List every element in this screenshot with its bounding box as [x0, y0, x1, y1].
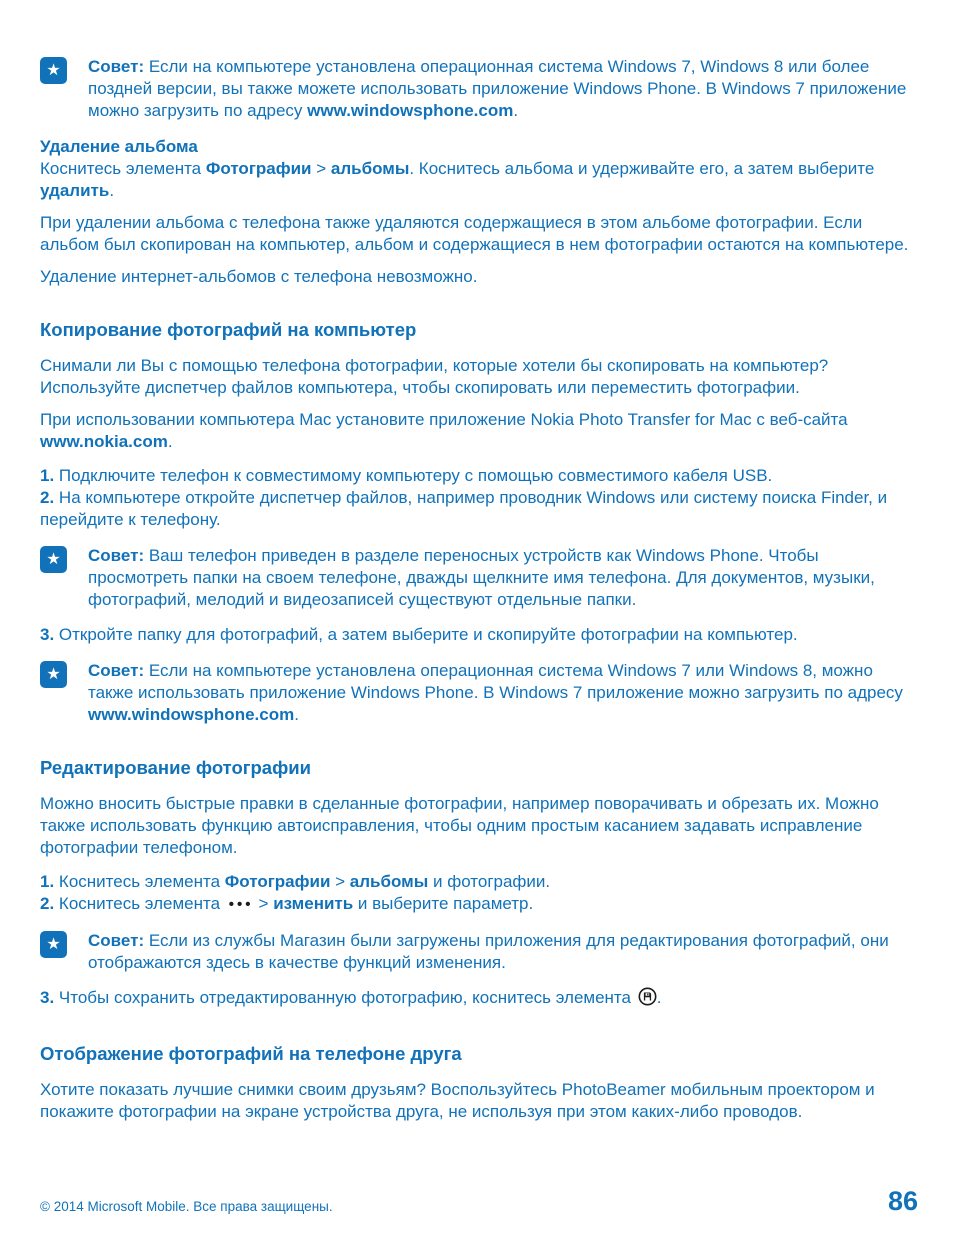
text-segment: .	[167, 432, 173, 451]
step-number: 1.	[40, 872, 55, 891]
paragraph: Снимали ли Вы с помощью телефона фотографии, которые хотели бы скопировать на компьютер? Используйте диспетчер файлов компьютера, чтобы скопировать или переместить фотографии.	[40, 356, 829, 397]
paragraph: Можно вносить быстрые правки в сделанные фотографии, например поворачивать и обрезать их. Можно также использовать функцию автоисправления, чтобы одним простым касанием задавать исправление фотографии телефоном.	[40, 794, 879, 857]
star-glyph: ★	[46, 935, 61, 953]
text-segment: и фотографии.	[428, 872, 551, 891]
step-2	[40, 487, 918, 531]
star-glyph: ★	[46, 550, 61, 568]
tip-star-icon	[40, 546, 67, 573]
step-number: 3.	[40, 988, 55, 1007]
star-glyph: ★	[46, 61, 61, 79]
text-segment: >	[330, 872, 350, 891]
star-glyph: ★	[46, 665, 61, 683]
tip-text	[88, 660, 918, 726]
tip-label: Совет:	[88, 661, 145, 680]
menu-label-albums: альбомы	[330, 159, 410, 178]
tip-star-icon	[40, 661, 67, 688]
link-windowsphone[interactable]: www.windowsphone.com	[88, 705, 295, 724]
step-number: 1.	[40, 466, 55, 485]
menu-label-albums: альбомы	[349, 872, 429, 891]
save-icon	[638, 987, 657, 1012]
step-1	[40, 465, 918, 487]
more-options-icon: •••	[228, 896, 254, 913]
step-number: 2.	[40, 894, 55, 913]
step-list	[40, 465, 918, 531]
tip-box-windows-app-2	[40, 660, 918, 726]
step-2	[40, 893, 918, 916]
text-segment: >	[258, 894, 274, 913]
text-segment: При использовании компьютера Mac установите приложение Nokia Photo Transfer for Mac с веб-сайта	[40, 410, 848, 429]
tip-label: Совет:	[88, 546, 145, 565]
tip-text	[88, 930, 918, 974]
text-segment: .	[656, 988, 662, 1007]
menu-label-photos: Фотографии	[224, 872, 331, 891]
section-heading-show-photos: Отображение фотографий на телефоне друга	[40, 1043, 462, 1064]
tip-tail: .	[294, 705, 299, 724]
tip-box-windows-app	[40, 56, 918, 122]
album-delete-instruction	[40, 158, 918, 202]
subheading-album-delete: Удаление альбома	[40, 137, 198, 156]
tip-body: Ваш телефон приведен в разделе переносных устройств как Windows Phone. Чтобы просмотреть папки на своем телефоне, дважды щелкните имя телефона. Для документов, музыки, фотографий, мелодий и видеозаписей существуют отдельные папки.	[88, 546, 875, 609]
step-text: На компьютере откройте диспетчер файлов, например проводник Windows или систему поиска Finder, и перейдите к телефону.	[40, 488, 888, 529]
step-3	[40, 987, 918, 1012]
link-nokia[interactable]: www.nokia.com	[40, 432, 168, 451]
paragraph: При удалении альбома с телефона также удаляются содержащиеся в этом альбоме фотографии. Если альбом был скопирован на компьютер, альбом и содержащиеся в нем фотографии остаются на компьютере.	[40, 213, 909, 254]
text-segment: . Коснитесь альбома и удерживайте его, а затем выберите	[409, 159, 875, 178]
tip-body: Если на компьютере установлена операционная система Windows 7 или Windows 8, можно также использовать приложение Windows Phone. В Windows 7 приложение можно загрузить по адресу	[88, 661, 903, 702]
tip-tail: .	[513, 101, 519, 120]
text-segment: и выберите параметр.	[353, 894, 534, 913]
tip-label: Совет:	[88, 931, 145, 950]
tip-body: Если из службы Магазин были загружены приложения для редактирования фотографий, они отображаются здесь в качестве функций изменения.	[88, 931, 889, 972]
step-text: Коснитесь элемента	[54, 872, 225, 891]
paragraph: Удаление интернет-альбомов с телефона невозможно.	[40, 267, 478, 286]
step-number: 3.	[40, 625, 55, 644]
step-number: 2.	[40, 488, 55, 507]
tip-label: Совет:	[88, 57, 145, 76]
page-number: 86	[887, 1186, 918, 1216]
step-1	[40, 871, 918, 893]
step-list	[40, 871, 918, 916]
paragraph: Хотите показать лучшие снимки своим друзьям? Воспользуйтесь PhotoBeamer мобильным проектором и покажите фотографии на экране устройства друга, не используя при этом каких-либо проводов.	[40, 1080, 875, 1121]
menu-label-delete: удалить	[40, 181, 110, 200]
tip-text	[88, 56, 918, 122]
text-segment: >	[311, 159, 331, 178]
step-text: Откройте папку для фотографий, а затем выберите и скопируйте фотографии на компьютер.	[54, 625, 798, 644]
text-segment: Коснитесь элемента	[40, 159, 206, 178]
tip-star-icon	[40, 57, 67, 84]
tip-box-portable-devices	[40, 545, 918, 611]
step-text: Коснитесь элемента	[54, 894, 225, 913]
step-text: Подключите телефон к совместимому компьютеру с помощью совместимого кабеля USB.	[54, 466, 773, 485]
text-segment: .	[109, 181, 115, 200]
paragraph	[40, 409, 918, 453]
tip-star-icon	[40, 931, 67, 958]
page-footer	[40, 1188, 918, 1215]
step-3	[40, 624, 918, 646]
tip-text	[88, 545, 918, 611]
copyright-text: © 2014 Microsoft Mobile. Все права защищены.	[40, 1199, 333, 1214]
menu-label-photos: Фотографии	[205, 159, 312, 178]
link-windowsphone[interactable]: www.windowsphone.com	[307, 101, 514, 120]
step-text: Чтобы сохранить отредактированную фотографию, коснитесь элемента	[54, 988, 636, 1007]
section-heading-edit-photo: Редактирование фотографии	[40, 757, 312, 778]
tip-box-store-apps	[40, 930, 918, 974]
menu-label-edit: изменить	[273, 894, 354, 913]
section-heading-copy-photos: Копирование фотографий на компьютер	[40, 319, 417, 340]
tip-body: Если на компьютере установлена операционная система Windows 7, Windows 8 или более поздней версии, вы также можете использовать приложение Windows Phone. В Windows 7 приложение можно загрузить по адресу	[88, 57, 907, 120]
